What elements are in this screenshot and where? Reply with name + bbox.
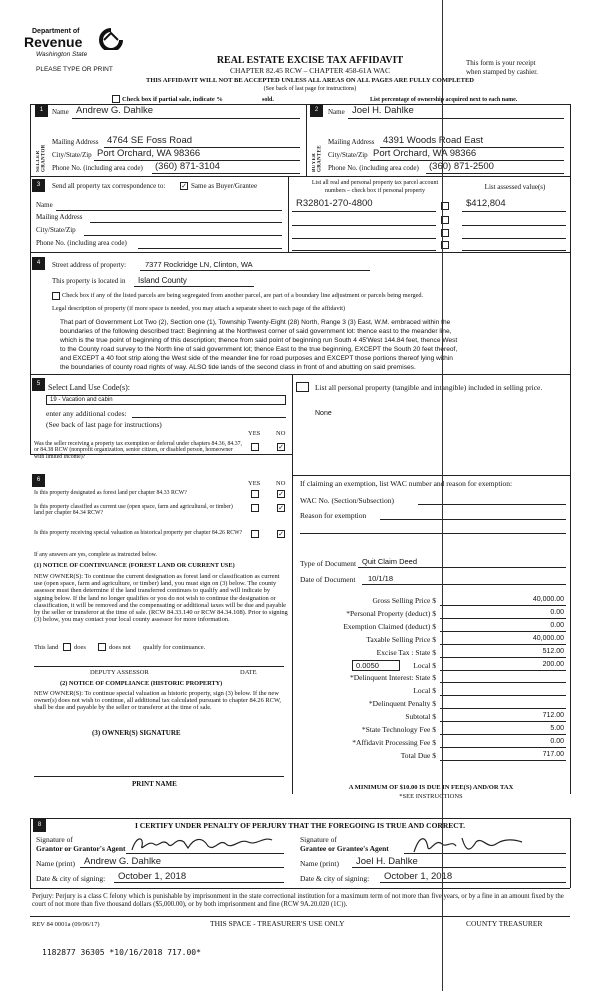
seller-phone-label: Phone No. (including area code) <box>52 164 143 172</box>
tax-line-rule <box>440 708 566 709</box>
document-date-label: Date of Document <box>300 575 356 584</box>
divider <box>34 776 284 777</box>
divider <box>362 584 566 585</box>
section-5-number: 5 <box>32 378 45 391</box>
buyer-mailing-label: Mailing Address <box>328 138 375 146</box>
grantee-name-label: Name (print) <box>300 859 339 868</box>
divider <box>570 176 571 252</box>
does-checkbox[interactable] <box>63 643 71 651</box>
tax-line-value[interactable]: 5.00 <box>550 725 564 732</box>
divider <box>300 533 566 534</box>
grantor-sig-label-1: Signature of <box>36 835 73 844</box>
tax-line-value[interactable]: 0.00 <box>550 609 564 616</box>
land-use-value: 19 - Vacation and cabin <box>50 397 113 403</box>
seller-name-field[interactable]: Andrew G. Dahlke <box>76 105 154 116</box>
current-use-question: Is this property classified as current use (open space, farm and agricultural, or timber) land per chapter 84.34 RCW? <box>34 504 233 517</box>
grantee-date-city[interactable]: October 1, 2018 <box>384 871 453 882</box>
tax-line-label: Local $ <box>413 661 436 670</box>
divider <box>30 176 570 177</box>
owner-signature-label: (3) OWNER(S) SIGNATURE <box>92 729 181 737</box>
section-4-number: 4 <box>32 257 45 270</box>
minimum-fee-note: A MINIMUM OF $10.00 IS DUE IN FEE(S) AND/OR TAX <box>348 784 514 791</box>
dor-logo <box>22 26 142 64</box>
section-2-number: 2 <box>310 104 323 117</box>
divider <box>292 250 436 251</box>
tax-line-label: *Personal Property (deduct) $ <box>346 609 436 618</box>
buyer-city-label: City/State/Zip <box>328 151 368 159</box>
tax-line-label: *State Technology Fee $ <box>361 725 436 734</box>
page-title: REAL ESTATE EXCISE TAX AFFIDAVIT <box>216 55 404 66</box>
section-8-number: 8 <box>33 819 46 832</box>
document-type-field[interactable]: Quit Claim Deed <box>362 557 418 566</box>
seller-city-label: City/State/Zip <box>52 151 92 159</box>
buyer-name-field[interactable]: Joel H. Dahlke <box>352 105 414 116</box>
grantor-sig-label-2: Grantor or Grantor's Agent <box>36 844 126 853</box>
divider <box>30 818 31 888</box>
reason-label: Reason for exemption <box>300 511 367 520</box>
divider <box>152 173 300 174</box>
legal-description-line: which is the true point of beginning of this description; thence from said point of beginning run South 4 45'West 144.84 feet, thence West <box>60 337 458 344</box>
segregated-checkbox[interactable] <box>52 292 60 300</box>
divider <box>380 519 566 520</box>
personal-property-label: List all personal property (tangible and intangible) included in selling price. <box>315 383 543 392</box>
tax-line-value[interactable]: 512.00 <box>542 648 564 655</box>
divider <box>80 867 284 868</box>
notice-compliance-body: NEW OWNER(S): To continue special valuation as historic property, sign (3) below. If the new owner(s) does not wish to continue, all additional tax calculated pursuant to chapter 84.26 RCW, shall be due and payable by the seller or transferor at the time of sale. <box>34 690 281 712</box>
divider <box>292 374 293 794</box>
seller-mailing-label: Mailing Address <box>52 138 99 146</box>
qualify-label: qualify for continuance. <box>143 644 206 651</box>
divider <box>348 118 564 119</box>
does-label: does <box>74 644 86 651</box>
tax-line-label: Taxable Selling Price $ <box>366 635 436 644</box>
wac-claim-label: If claiming an exemption, list WAC number and reason for exemption: <box>300 479 513 488</box>
buyer-mailing-field[interactable]: 4391 Woods Road East <box>383 135 484 146</box>
tax-line-value[interactable]: 40,000.00 <box>532 596 564 603</box>
partial-sale-label: Check box if partial sale, indicate % <box>122 96 223 103</box>
notice-continuance-title: (1) NOTICE OF CONTINUANCE (FOREST LAND OR CURRENT USE) <box>34 562 235 569</box>
grantee-sig-label-1: Signature of <box>300 835 337 844</box>
current-use-no-checkbox[interactable]: ✓ <box>278 504 284 512</box>
grantor-date-city[interactable]: October 1, 2018 <box>118 871 187 882</box>
divider <box>30 252 31 374</box>
grantor-date-label: Date & city of signing: <box>36 874 106 883</box>
same-as-buyer-label: Same as Buyer/Grantee <box>191 182 258 190</box>
divider <box>30 916 570 917</box>
divider <box>30 818 570 819</box>
current-use-yes-checkbox[interactable] <box>251 504 259 512</box>
tax-line-label: Gross Selling Price $ <box>372 596 436 605</box>
no-header: NO <box>276 430 286 437</box>
section-3-number: 3 <box>32 179 45 192</box>
segregated-label: Check box if any of the listed parcels are being segregated from another parcel, are part of a boundary line adjustment or parcels being merged. <box>62 292 424 299</box>
does-not-checkbox[interactable] <box>98 643 106 651</box>
tax-line-label: Subtotal $ <box>405 712 436 721</box>
divider <box>404 853 566 854</box>
certify-statement: I CERTIFY UNDER PENALTY OF PERJURY THAT THE FOREGOING IS TRUE AND CORRECT. <box>134 821 465 830</box>
divider <box>84 235 282 236</box>
tax-line-label: *Affidavit Processing Fee $ <box>352 738 436 747</box>
completion-warning: THIS AFFIDAVIT WILL NOT BE ACCEPTED UNLESS ALL AREAS ON ALL PAGES ARE FULLY COMPLETED <box>146 77 474 84</box>
receipt-note-1: This form is your receipt <box>466 59 536 67</box>
tax-line-value[interactable]: 712.00 <box>542 712 564 719</box>
please-type: PLEASE TYPE OR PRINT <box>36 66 113 73</box>
yes-header: YES <box>248 480 261 487</box>
same-as-buyer-checkbox[interactable]: ✓ <box>181 182 187 190</box>
divider <box>30 374 570 375</box>
deputy-date-label: DATE <box>240 669 257 676</box>
tax-line-rule <box>440 631 566 632</box>
treasurer-use-label: THIS SPACE - TREASURER'S USE ONLY <box>210 919 345 928</box>
divider <box>90 222 282 223</box>
divider <box>462 238 566 239</box>
local-rate-value: 0.0050 <box>356 661 379 670</box>
divider <box>140 270 370 271</box>
tax-line-rule <box>440 618 566 619</box>
tax-line-rule <box>440 721 566 722</box>
logo-dept-line2: Revenue <box>24 34 83 50</box>
section-6-number: 6 <box>32 474 45 487</box>
street-address-label: Street address of property: <box>52 261 127 269</box>
logo-dept-line3: Washington State <box>36 51 88 58</box>
divider <box>462 211 566 212</box>
divider <box>114 882 284 883</box>
legal-description-line: boundaries of the following described tract: Beginning at the Northwest corner of said government lot: thence east to the meander line, <box>60 328 452 335</box>
fold-line <box>442 0 443 991</box>
buyer-name-label: Name <box>328 108 345 116</box>
dor-logo-icon <box>98 28 124 50</box>
divider <box>30 374 31 454</box>
tax-line-value[interactable]: 200.00 <box>542 661 564 668</box>
document-type-label: Type of Document <box>300 559 357 568</box>
forest-land-question: Is this property designated as forest land per chapter 84.33 RCW? <box>34 490 187 496</box>
tax-mailing-label: Mailing Address <box>36 213 83 221</box>
divider <box>426 173 564 174</box>
divider <box>34 666 284 667</box>
tax-line-rule <box>440 605 566 606</box>
land-use-label: Select Land Use Code(s): <box>48 383 130 392</box>
perjury-notice: Perjury: Perjury is a class C felony which is punishable by imprisonment in the state correctional institution for a maximum term of not more than five years, or by a fine in an amount fixed by the court of not more than five thousand dollars ($5,000.00), or by both imprisonment and fine (RCW 9A.20.020 (1C)). <box>32 893 564 909</box>
legal-description-line: and EXCEPT a 40 foot strip along the West side of the meander line for road purposes and EXCEPT those portions thereof lying within <box>60 355 453 362</box>
divider <box>288 176 289 252</box>
tax-line-value[interactable]: 0.00 <box>550 622 564 629</box>
seller-city-field[interactable]: Port Orchard, WA 98366 <box>97 148 201 159</box>
tax-name-label: Name <box>36 201 53 209</box>
historical-no-checkbox[interactable]: ✓ <box>278 530 284 538</box>
tax-line-value[interactable]: 40,000.00 <box>532 635 564 642</box>
divider <box>72 118 300 119</box>
divider <box>138 248 282 249</box>
divider <box>56 210 282 211</box>
parcel-header-1: List all real and personal property tax parcel account <box>311 180 439 186</box>
assessed-value-field[interactable]: $412,804 <box>466 198 506 209</box>
seller-mailing-field[interactable]: 4764 SE Foss Road <box>107 135 193 146</box>
notice-compliance-title: (2) NOTICE OF COMPLIANCE (HISTORIC PROPERTY) <box>60 680 223 687</box>
exemption-question: Was the seller receiving a property tax exemption or deferral under chapters 84.36, 84.37, or 84.38 RCW (nonprofit organization, senior citizen, or disabled person, homeowner with limited income)? <box>34 441 242 460</box>
see-instructions-note: *SEE INSTRUCTIONS <box>399 793 463 800</box>
divider <box>30 176 31 252</box>
seller-phone-field[interactable]: (360) 871-3104 <box>155 161 220 172</box>
notice-continuance-body: NEW OWNER(S): To continue the current designation as forest land or classification as current use (open space, farm and agriculture, or timber) land, you must sign on (3) below. The county assessor must then determine if the land transferred continues to qualify and will indicate by signing below. If the land no longer qualifies or you do not wish to continue the designation or classification, it will be removed and the compensating or additional taxes will be due and payable by the seller or transferor at the time of sale. (RCW 84.33.140 or RCW 84.34.108). Prior to signing (3) below, you may contact your local county assessor for more information. <box>34 573 288 624</box>
street-address-field[interactable]: 7377 Rockridge LN, Clinton, WA <box>145 260 253 269</box>
historical-question: Is this property receiving special valuation as historical property per chapter 84.26 RCW? <box>34 530 243 536</box>
tax-line-rule <box>440 747 566 748</box>
see-back-instructions: (See back of last page for instructions) <box>263 86 357 92</box>
divider <box>306 104 307 176</box>
divider <box>30 888 570 889</box>
tax-line-value[interactable]: 717.00 <box>542 751 564 758</box>
divider <box>30 104 31 176</box>
divider <box>292 238 436 239</box>
divider <box>570 104 571 176</box>
form-number: REV 84 0001a (09/06/17) <box>32 921 100 928</box>
grantee-date-label: Date & city of signing: <box>300 874 370 883</box>
divider <box>462 225 566 226</box>
print-name-label: PRINT NAME <box>132 780 177 788</box>
forest-no-checkbox[interactable]: ✓ <box>278 490 284 498</box>
send-correspondence-label: Send all property tax correspondence to: <box>52 182 166 190</box>
legal-description-line: the boundaries of county road rights of way. ALSO tide lands of the second class in front of and abutting on said premises. <box>60 364 416 371</box>
buyer-phone-label: Phone No. (including area code) <box>328 164 419 172</box>
seller-grantor-label: SELLER GRANTOR <box>36 144 47 172</box>
treasurer-receipt-stamp: 1182877 36305 *10/16/2018 717.00* <box>42 948 201 957</box>
section-7-number-marker <box>296 382 309 392</box>
divider <box>30 252 570 253</box>
divider <box>292 475 570 476</box>
partial-sold-label: sold. <box>262 97 274 103</box>
grantee-sig-label-2: Grantee or Grantee's Agent <box>300 844 389 853</box>
historical-yes-checkbox[interactable] <box>251 530 259 538</box>
tax-line-label: Total Due $ <box>400 751 436 760</box>
tax-line-label: Excise Tax : State $ <box>376 648 436 657</box>
divider <box>570 818 571 888</box>
grantee-print-name[interactable]: Joel H. Dahlke <box>356 856 418 867</box>
divider <box>132 417 286 418</box>
divider <box>380 882 566 883</box>
county-treasurer-label: COUNTY TREASURER <box>466 919 543 928</box>
tax-line-value[interactable]: 0.00 <box>550 738 564 745</box>
located-in-label: This property is located in <box>52 277 126 285</box>
tax-line-rule <box>440 670 566 671</box>
additional-codes-label: enter any additional codes: <box>46 409 127 418</box>
logo-dept-line1: Department of <box>32 28 80 35</box>
tax-line-rule <box>440 682 566 683</box>
tax-line-rule <box>440 657 566 658</box>
divider <box>352 867 566 868</box>
tax-line-label: *Delinquent Penalty $ <box>368 699 436 708</box>
document-date-field[interactable]: 10/1/18 <box>368 574 394 583</box>
ownership-pct-note: List percentage of ownership acquired next to each name. <box>370 97 518 103</box>
buyer-city-field[interactable]: Port Orchard, WA 98366 <box>373 148 477 159</box>
divider <box>418 504 566 505</box>
legal-description-label: Legal description of property (if more space is needed, you may attach a separate sheet to each page of the affidavit) <box>52 305 346 312</box>
wac-number-label: WAC No. (Section/Subsection) <box>300 496 394 505</box>
does-not-label: does not <box>109 644 131 651</box>
forest-yes-checkbox[interactable] <box>251 490 259 498</box>
tax-line-rule <box>440 644 566 645</box>
parcel-number-field[interactable]: R32801-270-4800 <box>296 198 373 209</box>
buyer-grantee-label: BUYER GRANTEE <box>312 145 323 172</box>
seller-name-label: Name <box>52 108 69 116</box>
tax-line-rule <box>440 760 566 761</box>
tax-city-label: City/State/Zip <box>36 226 76 234</box>
divider <box>292 211 436 212</box>
grantor-print-name[interactable]: Andrew G. Dahlke <box>84 856 162 867</box>
buyer-phone-field[interactable]: (360) 871-2500 <box>429 161 494 172</box>
divider <box>570 374 571 794</box>
land-use-instructions: (See back of last page for instructions) <box>46 420 162 429</box>
tax-line-label: *Delinquent Interest: State $ <box>349 673 436 682</box>
tax-line-rule <box>440 734 566 735</box>
exemption-yes-checkbox[interactable] <box>251 443 259 451</box>
legal-description-line: That part of Government Lot Two (2), Section one (1), Township Twenty-Eight (28) North, Range 3 (3) East, W.M. embraced within the <box>60 319 451 326</box>
divider <box>126 853 284 854</box>
grantor-name-label: Name (print) <box>36 859 75 868</box>
if-yes-note: If any answers are yes, complete as instructed below. <box>34 552 157 558</box>
exemption-no-checkbox[interactable]: ✓ <box>278 443 284 451</box>
yes-header: YES <box>248 430 261 437</box>
tax-line-label: Local $ <box>413 686 436 695</box>
legal-description-line: to the County road survey to the North line of said government lot; thence East to the true beginning, EXCEPT the South 20 feet thereof, <box>60 346 458 353</box>
partial-sale-checkbox[interactable] <box>112 95 120 103</box>
section-1-number: 1 <box>35 104 48 117</box>
divider <box>292 225 436 226</box>
divider <box>134 286 254 287</box>
county-field[interactable]: Island County <box>138 276 187 285</box>
divider <box>462 250 566 251</box>
divider <box>358 567 566 568</box>
tax-line-rule <box>440 695 566 696</box>
receipt-note-2: when stamped by cashier. <box>466 68 538 76</box>
tax-phone-label: Phone No. (including area code) <box>36 239 127 247</box>
this-land-label: This land <box>34 644 59 651</box>
tax-line-label: Exemption Claimed (deduct) $ <box>343 622 436 631</box>
deputy-assessor-label: DEPUTY ASSESSOR <box>90 669 149 676</box>
personal-property-field[interactable]: None <box>315 410 332 417</box>
no-header: NO <box>276 480 286 487</box>
assessed-header: List assessed value(s) <box>484 183 546 191</box>
parcel-header-2: numbers – check box if personal property <box>325 188 425 194</box>
divider <box>570 252 571 374</box>
page-subtitle: CHAPTER 82.45 RCW – CHAPTER 458-61A WAC <box>230 66 390 75</box>
